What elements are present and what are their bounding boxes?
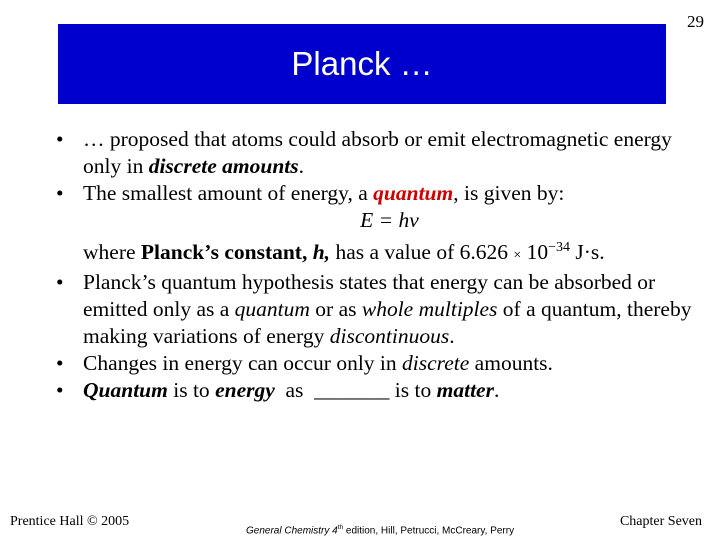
slide-content [56,126,696,404]
footer-publisher: Prentice Hall © 2005 [10,514,130,529]
footer-book-title: General Chemistry 4 [246,525,338,537]
page-number: 29 [687,12,704,31]
bullet-3-em-multiples: whole multiples [361,297,498,322]
equation [56,207,696,234]
slide-title: Planck … [291,45,433,82]
bullet-3-text: Planck’s quantum hypothesis states that energy can be absorbed or emitted only as a [83,270,656,322]
footer-book-sup: th [337,524,344,531]
h-symbol: h, [312,240,331,265]
bullet-2-text: The smallest amount of energy, a [83,181,374,205]
bullet-3-em-quantum: quantum [234,297,310,322]
bullet-5-em-energy: energy [215,378,275,403]
where-end: J·s. [570,240,605,265]
footer-book [246,524,514,536]
bullet-4-end: amounts. [469,351,553,376]
bullet-5-em-quantum: Quantum [83,378,168,403]
bullet-5-em-matter: matter [436,378,494,403]
bullet-2-emphasis: quantum [373,181,454,205]
power-base: 10 [521,240,549,265]
where-pre: where [83,240,141,265]
bullet-2-end: , is given by: [453,181,565,205]
bullet-5-end: . [493,378,500,403]
bullet-5 [56,377,696,404]
bullet-3-mid: or as [309,297,362,322]
bullet-1-emphasis: discrete amounts [148,154,299,178]
bullet-5-mid: is to [167,378,216,403]
bullet-3 [56,269,696,350]
bullet-1-end: . [298,154,304,178]
power-exponent: −34 [548,240,570,255]
equation-text: E = hν [360,208,419,232]
planck-constant-label: Planck’s constant, [140,240,313,265]
footer-chapter: Chapter Seven [619,514,702,529]
planck-constant-line [56,234,696,269]
bullet-dot: • [56,127,64,151]
bullet-dot: • [56,270,64,295]
bullet-4 [56,350,696,377]
bullet-3-end: . [449,324,455,349]
bullet-3-em-discontinuous: discontinuous [329,324,450,349]
times-sign: × [513,248,522,264]
bullet-1-text: … proposed that atoms could absorb or emit electromagnetic energy only in [83,127,672,178]
bullet-dot: • [56,378,64,403]
where-mid: has a value of 6.626 [330,240,514,265]
footer-book-rest: edition, Hill, Petrucci, McCreary, Perry [343,525,515,537]
bullet-4-emphasis: discrete [402,351,470,376]
bullet-5-mid2: as _______ is to [274,378,437,403]
bullet-1 [56,126,696,180]
bullet-4-text: Changes in energy can occur only in [83,351,403,376]
bullet-3-mid2: of a quantum, thereby making variations of energy [83,297,692,349]
bullet-2 [56,180,696,207]
title-bar [58,24,666,104]
bullet-dot: • [56,351,64,376]
bullet-dot: • [56,181,64,205]
